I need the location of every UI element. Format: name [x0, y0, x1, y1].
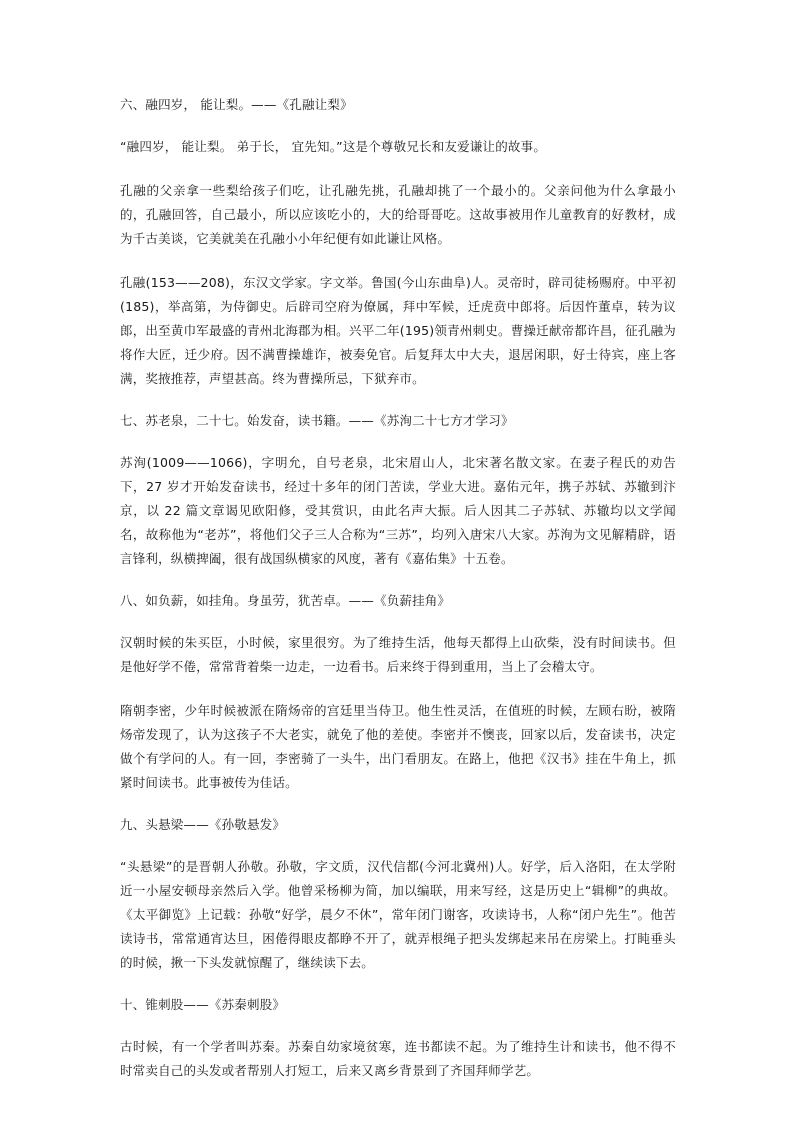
paragraph: 苏洵(1009——1066)，字明允，自号老泉，北宋眉山人，北宋著名散文家。在妻子程氏的劝告下，27 岁才开始发奋读书，经过十多年的闭门苦读，学业大进。嘉佑元年，携子苏轼、苏辙到汴京，以 22 篇文章谒见欧阳修，受其赏识，由此名声大振。后人因其二子苏轼、苏辙均以文学闻名，故称他为“老苏”，将他们父子三人合称为“三苏”，均列入唐宋八大家。苏洵为文见解精辟，语言锋利，纵横捭阖，很有战国纵横家的风度，著有《嘉佑集》十五卷。	[120, 455, 676, 566]
section-heading: 七、苏老泉，二十七。始发奋，读书籍。——《苏洵二十七方才学习》	[120, 413, 514, 428]
section-heading: 十、锥刺股——《苏秦刺股》	[120, 997, 286, 1012]
paragraph: 古时候，有一个学者叫苏秦。苏秦自幼家境贫寒，连书都读不起。为了维持生计和读书，他不得不时常卖自己的头发或者帮别人打短工，后来又离乡背景到了齐国拜师学艺。	[120, 1039, 676, 1078]
paragraph: “融四岁， 能让梨。 弟于长， 宜先知。”这是个尊敬兄长和友爱谦让的故事。	[120, 139, 547, 154]
section-heading: 八、如负薪，如挂角。身虽劳，犹苦卓。——《负薪挂角》	[120, 593, 451, 608]
section-su-xun	[120, 411, 676, 571]
paragraph: “头悬梁”的是晋朝人孙敬。孙敬，字文质，汉代信都(今河北冀州)人。好学，后入洛阳，在太学附近一小屋安顿母亲然后入学。他曾采杨柳为简，加以编联，用来写经，这是历史上“辑柳”的典故。《太平御览》上记载：孙敬“好学，晨夕不休”，常年闭门谢客，攻读诗书，人称“闭户先生”。他苦读诗书，常常通宵达旦，困倦得眼皮都睁不开了，就弄根绳子把头发绑起来吊在房梁上。打盹垂头的时候，揪一下头发就惊醒了，继续读下去。	[120, 859, 676, 970]
paragraph: 隋朝李密，少年时候被派在隋炀帝的宫廷里当侍卫。他生性灵活，在值班的时候，左顾右盼，被隋炀帝发现了，认为这孩子不大老实，就免了他的差使。李密并不懊丧，回家以后，发奋读书，决定做个有学问的人。有一回，李密骑了一头牛，出门看朋友。在路上，他把《汉书》挂在牛角上，抓紧时间读书。此事被传为佳话。	[120, 703, 676, 790]
document-page	[120, 95, 676, 1103]
section-su-qin	[120, 995, 676, 1083]
section-fu-xin-gua-jiao	[120, 591, 676, 795]
section-heading: 九、头悬梁——《孙敬悬发》	[120, 817, 286, 832]
paragraph: 孔融的父亲拿一些梨给孩子们吃，让孔融先挑，孔融却挑了一个最小的。父亲问他为什么拿最小的，孔融回答，自己最小，所以应该吃小的，大的给哥哥吃。这故事被用作儿童教育的好教材，成为千古美谈，它美就美在孔融小小年纪便有如此谦让风格。	[120, 183, 676, 246]
section-heading: 六、融四岁， 能让梨。——《孔融让梨》	[120, 97, 353, 112]
section-sun-jing	[120, 815, 676, 975]
paragraph: 孔融(153——208)，东汉文学家。字文举。鲁国(今山东曲阜)人。灵帝时，辟司徒杨赐府。中平初(185)，举高第，为侍御史。后辟司空府为僚属，拜中军候，迁虎贲中郎将。后因忤董卓，转为议郎，出至黄巾军最盛的青州北海郡为相。兴平二年(195)领青州刺史。曹操迁献帝都许昌，征孔融为将作大匠，迁少府。因不满曹操雄诈，被奏免官。后复拜太中大夫，退居闲职，好士待宾，座上客满，奖掖推荐，声望甚高。终为曹操所忌，下狱弃市。	[120, 275, 676, 386]
paragraph: 汉朝时候的朱买臣，小时候，家里很穷。为了维持生活，他每天都得上山砍柴，没有时间读书。但是他好学不倦，常常背着柴一边走，一边看书。后来终于得到重用，当上了会稽太守。	[120, 635, 676, 674]
section-kong-rong	[120, 95, 676, 391]
